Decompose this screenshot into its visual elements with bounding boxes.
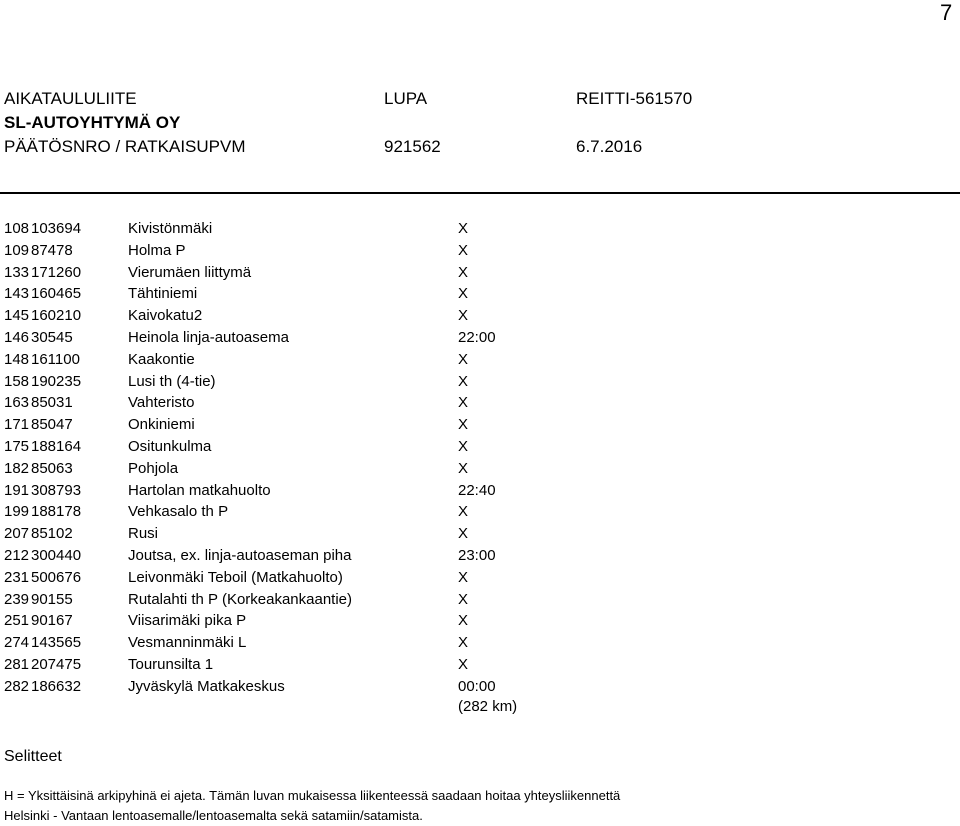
stop-seq: 146 <box>4 328 30 346</box>
stop-row <box>0 305 960 327</box>
stop-code: 161100 <box>31 350 80 368</box>
stop-code: 188178 <box>31 503 82 521</box>
stop-seq: 133 <box>4 263 30 281</box>
stop-code: 90167 <box>31 612 73 630</box>
stop-seq: 145 <box>4 307 30 325</box>
stop-code: 171260 <box>31 263 82 281</box>
stop-time: 23:00 <box>458 546 496 564</box>
stop-seq: 109 <box>4 241 30 259</box>
stop-time: X <box>458 590 469 608</box>
stop-row <box>0 632 960 654</box>
stop-time: X <box>458 394 469 412</box>
stop-name: Hartolan matkahuolto <box>128 481 271 499</box>
stop-time: 22:00 <box>458 328 496 346</box>
stop-time: X <box>458 263 469 281</box>
stop-code: 143565 <box>31 634 82 652</box>
stop-time: X <box>458 568 469 586</box>
stop-code: 30545 <box>31 328 73 346</box>
stop-name: Vierumäen liittymä <box>128 263 252 281</box>
stop-name: Tähtiniemi <box>128 285 198 303</box>
stop-row <box>0 567 960 589</box>
stop-name: Holma P <box>128 241 186 259</box>
stop-code: 85047 <box>31 416 73 434</box>
stop-name: Joutsa, ex. linja-autoaseman piha <box>128 546 352 564</box>
stop-code: 85102 <box>31 525 73 543</box>
stop-name: Heinola linja-autoasema <box>128 328 289 346</box>
stop-time: X <box>458 307 469 325</box>
stop-time: X <box>458 437 469 455</box>
stop-row <box>0 349 960 371</box>
stop-time: 22:40 <box>458 481 496 499</box>
stop-row <box>0 414 960 436</box>
stop-time: X <box>458 459 469 477</box>
stop-seq: 274 <box>4 634 30 652</box>
stop-seq: 158 <box>4 372 30 390</box>
stop-time: 00:00 <box>458 677 496 695</box>
stop-time: X <box>458 655 469 673</box>
stop-code: 90155 <box>31 590 73 608</box>
stop-code: 85031 <box>31 394 73 412</box>
stop-seq: 182 <box>4 459 30 477</box>
stop-seq: 251 <box>4 612 30 630</box>
page-number: 7 <box>940 0 953 25</box>
stop-time: X <box>458 416 469 434</box>
stop-time: X <box>458 372 469 390</box>
stop-name: Jyväskylä Matkakeskus <box>128 677 285 695</box>
stop-time: X <box>458 350 469 368</box>
stop-seq: 108 <box>4 220 30 237</box>
stop-row <box>0 436 960 458</box>
stop-time: X <box>458 612 469 630</box>
stop-row <box>0 218 960 240</box>
stop-row <box>0 327 960 349</box>
stop-seq: 212 <box>4 546 30 564</box>
stop-seq: 148 <box>4 350 30 368</box>
stop-row <box>0 501 960 523</box>
header-divider <box>0 192 960 194</box>
stop-name: Onkiniemi <box>128 416 195 434</box>
stop-row <box>0 610 960 632</box>
decision-date: 6.7.2016 <box>576 137 643 156</box>
stop-seq: 199 <box>4 503 30 521</box>
stop-seq: 207 <box>4 525 30 543</box>
stop-seq: 191 <box>4 481 30 499</box>
stop-code: 188164 <box>31 437 82 455</box>
stop-code: 300440 <box>31 546 82 564</box>
stop-name: Vesmanninmäki L <box>128 634 247 652</box>
stop-list <box>0 218 960 698</box>
legend-text-line-2: Helsinki - Vantaan lentoasemalle/lentoasemalta sekä satamiin/satamista. <box>4 808 423 823</box>
stop-seq: 282 <box>4 677 30 695</box>
stop-name: Lusi th (4-tie) <box>128 372 216 390</box>
legend-text-line-1: H = Yksittäisinä arkipyhinä ei ajeta. Tämän luvan mukaisessa liikenteessä saadaan hoitaa yhteysliikennettä <box>4 788 621 803</box>
stop-row <box>0 283 960 305</box>
stop-row <box>0 371 960 393</box>
stop-row <box>0 654 960 676</box>
stop-code: 85063 <box>31 459 73 477</box>
stop-row <box>0 262 960 284</box>
stop-name: Tourunsilta 1 <box>128 655 214 673</box>
stop-seq: 281 <box>4 655 30 673</box>
stop-name: Ositunkulma <box>128 437 212 455</box>
stop-code: 87478 <box>31 241 73 259</box>
stop-name: Leivonmäki Teboil (Matkahuolto) <box>128 568 343 586</box>
stop-code: 103694 <box>31 220 82 237</box>
stop-time: X <box>458 634 469 652</box>
stop-row <box>0 480 960 502</box>
stop-time: X <box>458 220 469 237</box>
stop-row <box>0 589 960 611</box>
permit-number: 921562 <box>384 137 441 156</box>
stop-row <box>0 676 960 698</box>
stop-name: Rusi <box>128 525 159 543</box>
stop-name: Viisarimäki pika P <box>128 612 247 630</box>
stop-time: X <box>458 241 469 259</box>
stop-code: 207475 <box>31 655 82 673</box>
stop-seq: 175 <box>4 437 30 455</box>
stop-name: Rutalahti th P (Korkeakankaantie) <box>128 590 353 608</box>
total-distance: (282 km) <box>458 698 518 715</box>
stop-row <box>0 523 960 545</box>
decision-label: PÄÄTÖSNRO / RATKAISUPVM <box>4 137 246 156</box>
stop-seq: 163 <box>4 394 30 412</box>
stop-name: Kaivokatu2 <box>128 307 203 325</box>
document-type: AIKATAULULIITE <box>4 89 137 108</box>
stop-name: Kaakontie <box>128 350 195 368</box>
stop-time: X <box>458 525 469 543</box>
stop-row <box>0 240 960 262</box>
stop-row <box>0 545 960 567</box>
permit-label: LUPA <box>384 89 428 108</box>
stop-row <box>0 392 960 414</box>
stop-row <box>0 458 960 480</box>
company-name: SL-AUTOYHTYMÄ OY <box>4 113 181 132</box>
stop-code: 186632 <box>31 677 82 695</box>
stop-name: Kivistönmäki <box>128 220 213 237</box>
stop-code: 500676 <box>31 568 82 586</box>
stop-time: X <box>458 503 469 521</box>
stop-code: 308793 <box>31 481 82 499</box>
route-label: REITTI-561570 <box>576 89 693 108</box>
stop-code: 160210 <box>31 307 82 325</box>
stop-code: 190235 <box>31 372 82 390</box>
stop-seq: 239 <box>4 590 30 608</box>
stop-seq: 171 <box>4 416 30 434</box>
stop-name: Vahteristo <box>128 394 195 412</box>
stop-name: Pohjola <box>128 459 179 477</box>
stop-code: 160465 <box>31 285 82 303</box>
stop-name: Vehkasalo th P <box>128 503 229 521</box>
stop-seq: 231 <box>4 568 30 586</box>
stop-seq: 143 <box>4 285 30 303</box>
legend-title: Selitteet <box>4 748 62 765</box>
stop-time: X <box>458 285 469 303</box>
